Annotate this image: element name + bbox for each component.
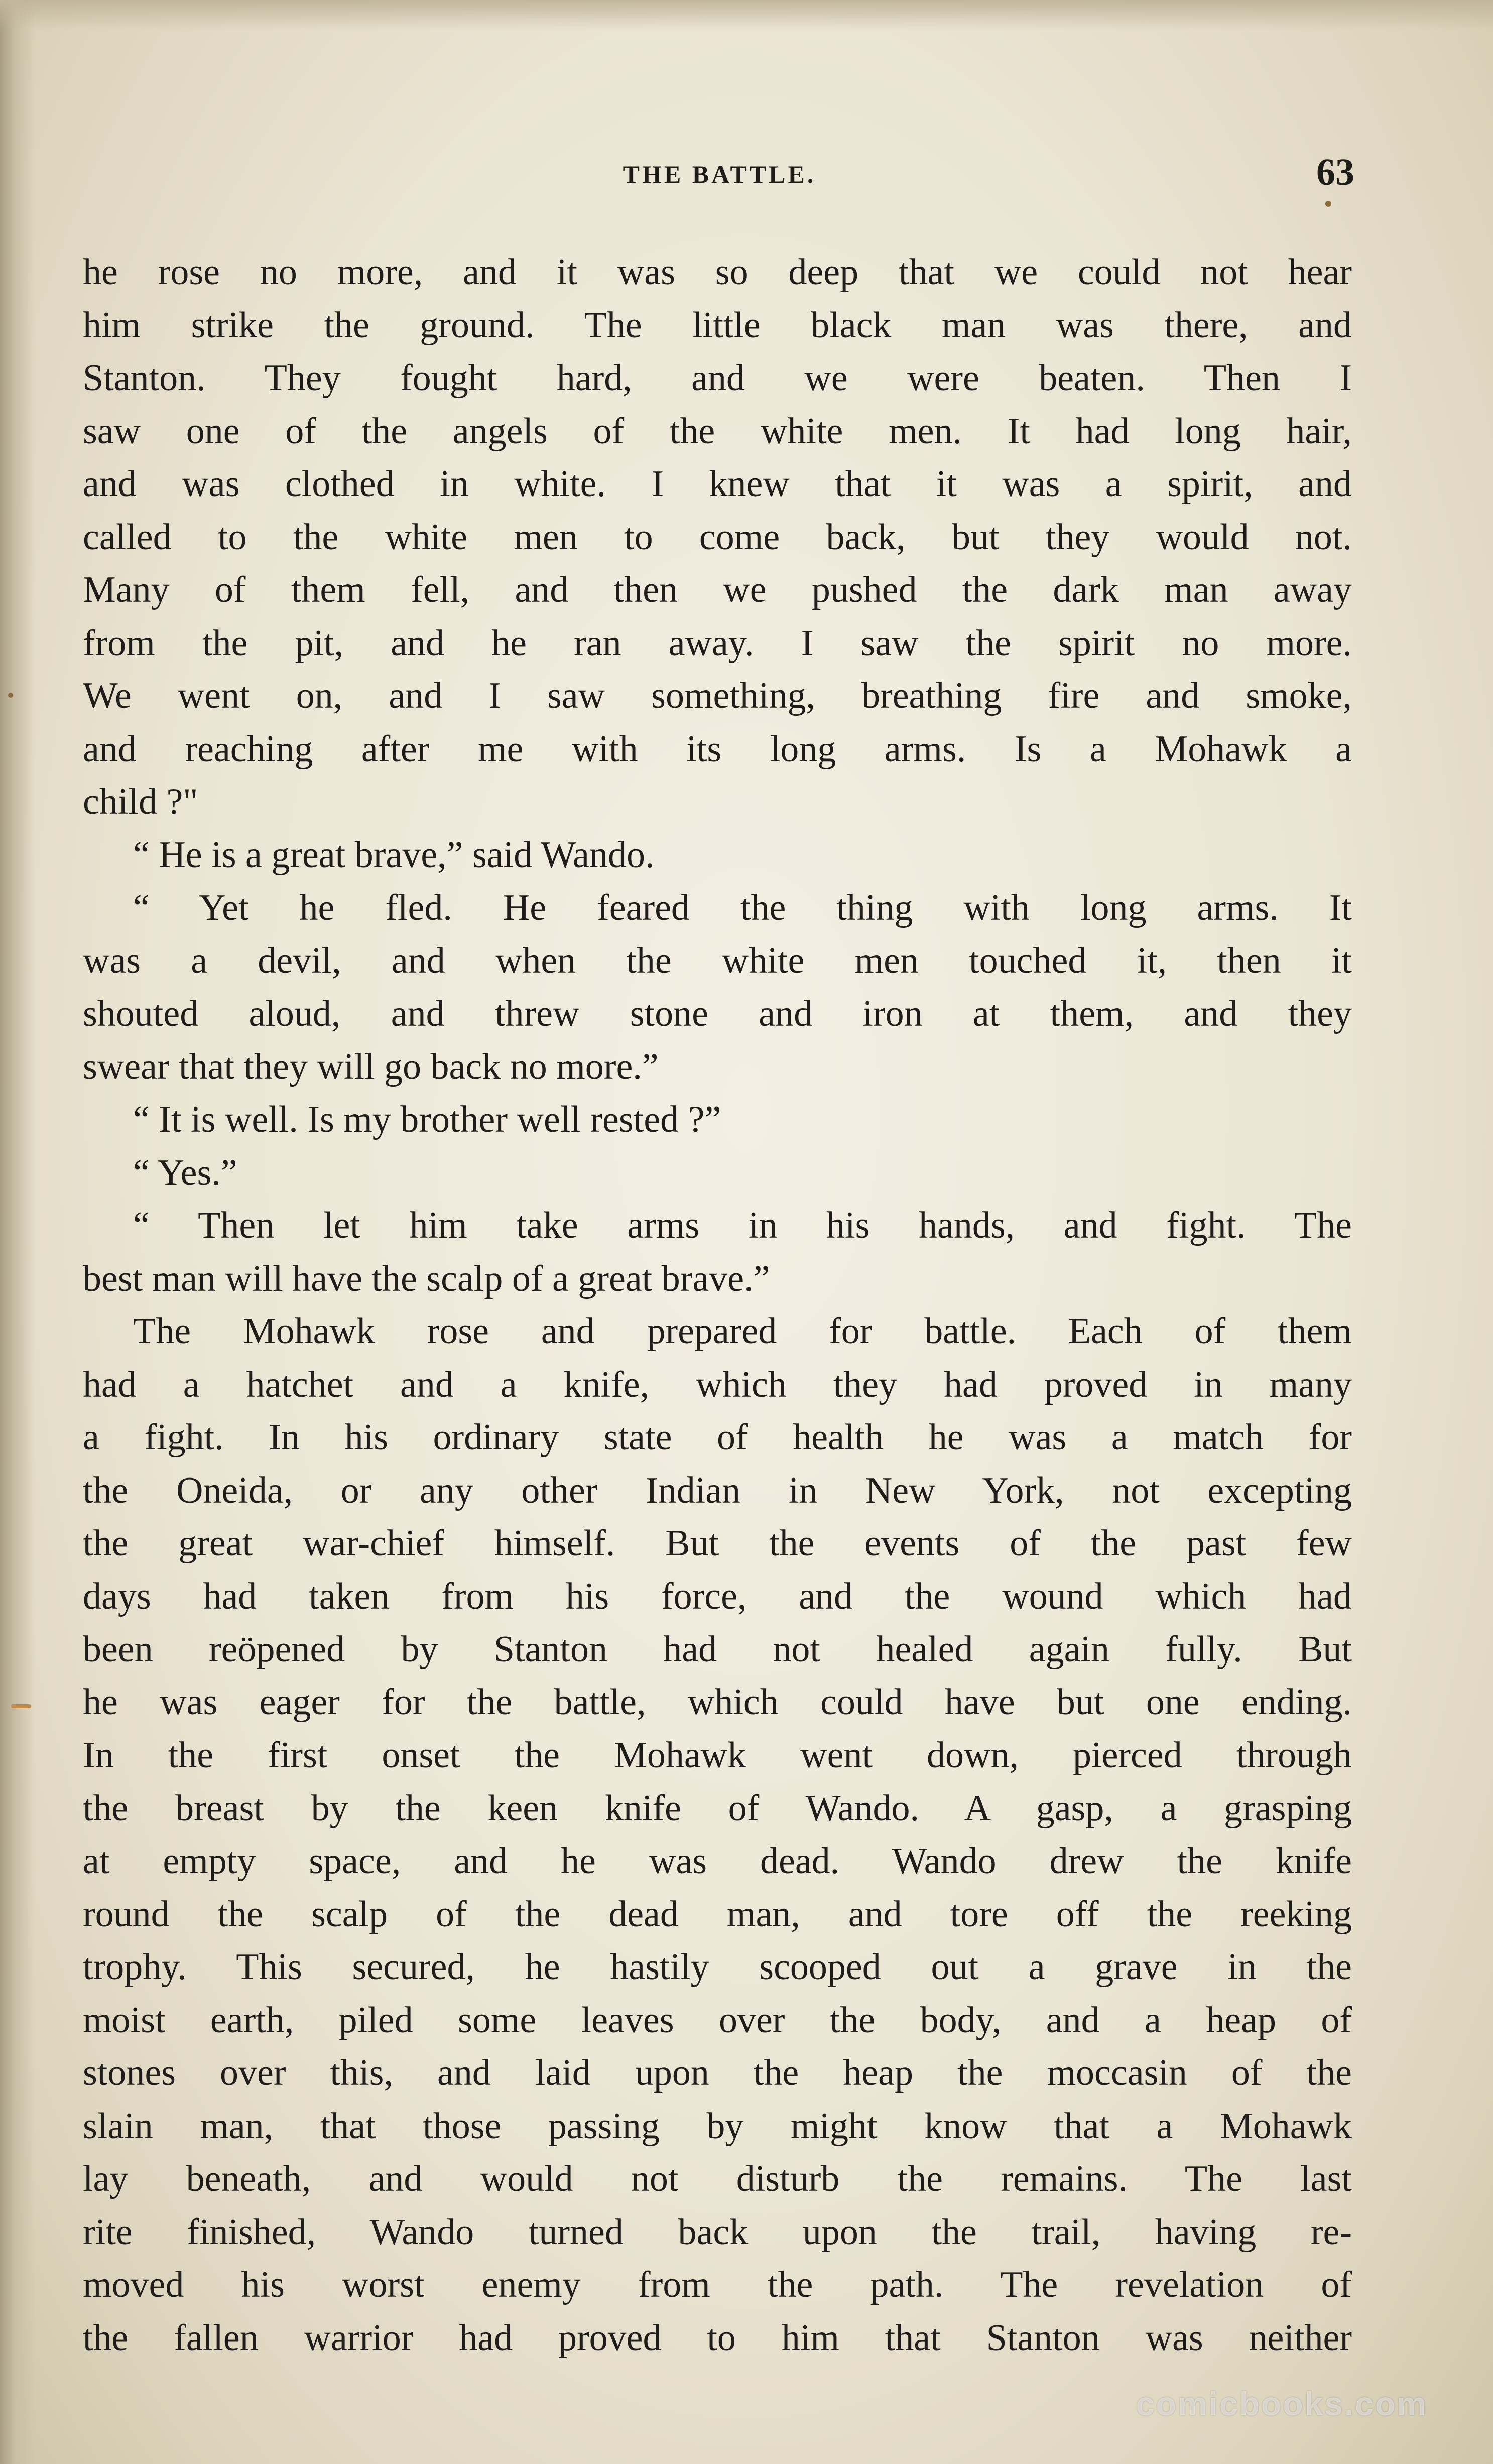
text-line: a fight. In his ordinary state of health he was a match for [83, 1417, 1352, 1458]
text-line: moist earth, piled some leaves over the body, and a heap of [83, 1999, 1352, 2041]
text-line: days had taken from his force, and the wound which had [83, 1575, 1352, 1617]
paper-speck [11, 1704, 31, 1708]
text-line: moved his worst enemy from the path. The revelation of [83, 2264, 1352, 2305]
text-line: Stanton. They fought hard, and we were beaten. Then I [83, 357, 1352, 399]
text-line: We went on, and I saw something, breathing fire and smoke, [83, 675, 1352, 716]
text-line: been reöpened by Stanton had not healed again fully. But [83, 1629, 1352, 1670]
text-line: the fallen warrior had proved to him that Stanton was neither [83, 2317, 1352, 2359]
text-line: and was clothed in white. I knew that it was a spirit, and [83, 463, 1352, 505]
text-line: lay beneath, and would not disturb the remains. The last [83, 2158, 1352, 2199]
page-header [84, 151, 1354, 201]
text-line: had a hatchet and a knife, which they had proved in many [83, 1364, 1352, 1405]
text-line: Many of them fell, and then we pushed the dark man away [83, 569, 1352, 610]
text-line: rite finished, Wando turned back upon the trail, having re- [83, 2211, 1352, 2253]
running-head: THE BATTLE. [623, 160, 816, 188]
text-line: “ Yes.” [133, 1152, 237, 1193]
text-line: the great war-chief himself. But the events of the past few [83, 1523, 1352, 1564]
text-line: him strike the ground. The little black man was there, and [83, 304, 1352, 346]
text-line: “ Yet he fled. He feared the thing with long arms. It [133, 887, 1352, 928]
body-text [83, 246, 1352, 2365]
text-line: “ He is a great brave,” said Wando. [133, 834, 655, 876]
text-line: swear that they will go back no more.” [83, 1046, 659, 1087]
text-line: he was eager for the battle, which could have but one ending. [83, 1681, 1352, 1723]
paper-speck [8, 693, 13, 698]
text-line: the Oneida, or any other Indian in New York, not excepting [83, 1469, 1352, 1511]
paper-speck [1325, 201, 1331, 207]
text-line: round the scalp of the dead man, and tore off the reeking [83, 1893, 1352, 1935]
text-line: and reaching after me with its long arms. Is a Mohawk a [83, 728, 1352, 770]
watermark: comicbooks.com [1136, 2385, 1428, 2422]
page-number: 63 [1316, 151, 1354, 193]
page-edge-shadow [0, 0, 35, 2464]
text-line: called to the white men to come back, but they would not. [83, 516, 1352, 558]
text-line: “ Then let him take arms in his hands, and fight. The [133, 1205, 1352, 1246]
text-line: The Mohawk rose and prepared for battle. Each of them [133, 1311, 1352, 1352]
text-line: slain man, that those passing by might know that a Mohawk [83, 2105, 1352, 2147]
text-line: “ It is well. Is my brother well rested ?” [133, 1099, 721, 1140]
text-line: child ?" [83, 781, 198, 822]
text-line: the breast by the keen knife of Wando. A gasp, a grasping [83, 1787, 1352, 1829]
text-line: was a devil, and when the white men touched it, then it [83, 940, 1352, 981]
text-line: he rose no more, and it was so deep that we could not hear [83, 252, 1352, 293]
text-line: In the first onset the Mohawk went down, pierced through [83, 1735, 1352, 1776]
text-line: shouted aloud, and threw stone and iron at them, and they [83, 993, 1352, 1034]
text-line: saw one of the angels of the white men. It had long hair, [83, 410, 1352, 452]
text-line: stones over this, and laid upon the heap the moccasin of the [83, 2052, 1352, 2093]
text-line: trophy. This secured, he hastily scooped out a grave in the [83, 1946, 1352, 1988]
text-line: best man will have the scalp of a great brave.” [83, 1258, 770, 1299]
text-line: at empty space, and he was dead. Wando drew the knife [83, 1840, 1352, 1882]
text-line: from the pit, and he ran away. I saw the spirit no more. [83, 622, 1352, 664]
page-top-shadow [0, 0, 1493, 30]
